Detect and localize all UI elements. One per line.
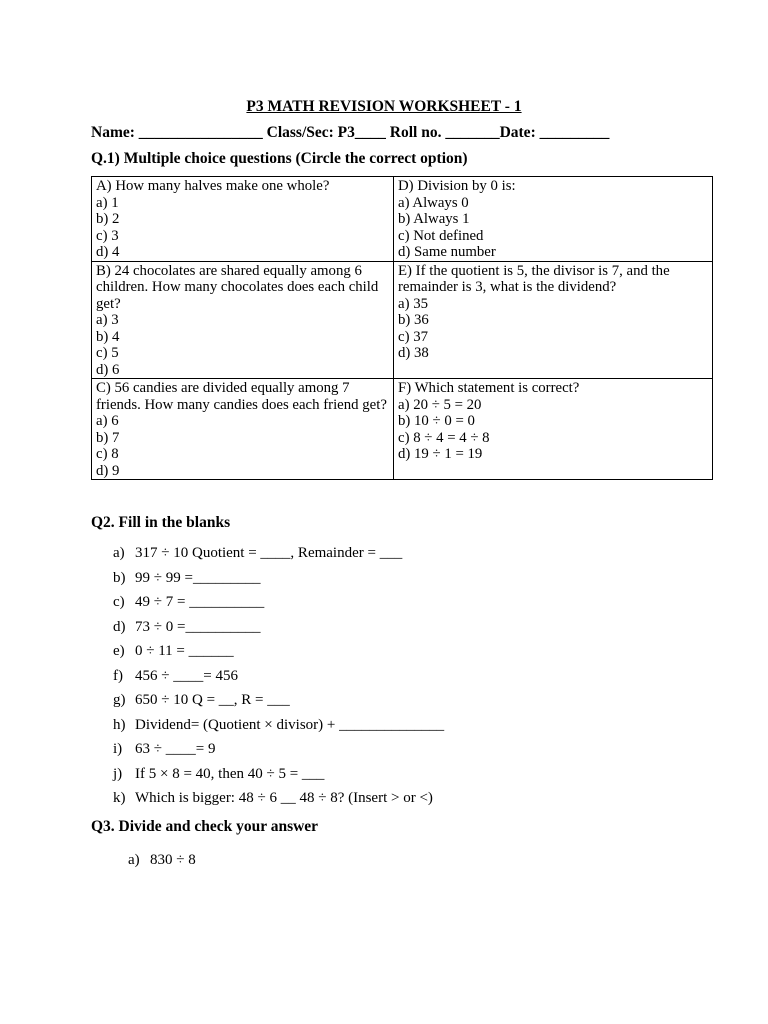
mcq-option[interactable]: b) 10 ÷ 0 = 0	[398, 413, 475, 429]
fill-blank-text[interactable]: 49 ÷ 7 = __________	[135, 594, 265, 610]
mcq-option[interactable]: b) Always 1	[398, 211, 470, 227]
fill-blank-text[interactable]: 456 ÷ ____= 456	[135, 667, 238, 684]
fill-blank-text[interactable]: If 5 × 8 = 40, then 40 ÷ 5 = ___	[135, 765, 325, 782]
student-info-line: Name: ________________ Class/Sec: P3____ Roll no. _______Date: _________	[91, 124, 610, 141]
mcq-question-text: E) If the quotient is 5, the divisor is 7, and the remainder is 3, what is the dividend?	[398, 262, 670, 295]
mcq-question-text: D) Division by 0 is:	[398, 178, 516, 194]
fill-blank-item	[113, 713, 444, 738]
fill-blank-label: j)	[113, 765, 123, 782]
fill-blank-label: a)	[113, 545, 125, 561]
mcq-option[interactable]: b) 7	[96, 429, 120, 446]
mcq-table	[91, 176, 713, 480]
mcq-question-cell	[394, 379, 713, 480]
fill-blank-label: h)	[113, 716, 126, 733]
mcq-row	[92, 379, 713, 480]
fill-blank-item	[113, 541, 444, 566]
mcq-option[interactable]: a) 20 ÷ 5 = 20	[398, 396, 482, 413]
fill-blank-text[interactable]: Dividend= (Quotient × divisor) + ______________	[135, 716, 445, 733]
mcq-question-text: C) 56 candies are divided equally among 7 friends. How many candies does each friend get?	[96, 380, 387, 413]
mcq-option[interactable]: d) 38	[398, 345, 429, 361]
mcq-option[interactable]: b) 4	[96, 328, 120, 345]
mcq-row	[92, 261, 713, 379]
fill-blank-item	[113, 639, 444, 664]
fill-blank-text[interactable]: 317 ÷ 10 Quotient = ____, Remainder = ___	[135, 545, 403, 561]
fill-blank-text[interactable]: 650 ÷ 10 Q = __, R = ___	[135, 692, 290, 708]
fill-blank-text[interactable]: 0 ÷ 11 = ______	[135, 643, 234, 659]
mcq-option[interactable]: d) 6	[96, 361, 120, 378]
mcq-question-text: A) How many halves make one whole?	[96, 178, 330, 194]
fill-blanks-list	[113, 541, 444, 811]
mcq-option[interactable]: c) 8 ÷ 4 = 4 ÷ 8	[398, 429, 490, 446]
q2-heading: Q2. Fill in the blanks	[91, 514, 231, 531]
fill-blank-label: c)	[113, 594, 125, 610]
fill-blank-text[interactable]: 99 ÷ 99 =_________	[135, 569, 261, 586]
mcq-option[interactable]: a) 3	[96, 312, 119, 328]
mcq-option[interactable]: c) 5	[96, 345, 119, 361]
mcq-question-cell	[92, 261, 394, 379]
fill-blank-item	[113, 786, 444, 811]
mcq-question-cell	[92, 379, 394, 480]
fill-blank-item	[113, 737, 444, 762]
mcq-option[interactable]: d) 9	[96, 462, 120, 479]
mcq-option[interactable]: d) Same number	[398, 244, 496, 260]
mcq-question-cell	[394, 177, 713, 262]
fill-blank-item	[113, 615, 444, 640]
fill-blank-label: i)	[113, 741, 123, 757]
mcq-option[interactable]: c) 3	[96, 227, 119, 244]
fill-blank-label: d)	[113, 618, 126, 635]
fill-blank-label: k)	[113, 790, 126, 806]
mcq-option[interactable]: b) 2	[96, 211, 120, 227]
fill-blank-item	[113, 566, 444, 591]
mcq-option[interactable]: d) 19 ÷ 1 = 19	[398, 446, 483, 462]
q3-item-label: a)	[128, 852, 140, 868]
mcq-option[interactable]: a) 6	[96, 413, 119, 429]
mcq-option[interactable]: a) 1	[96, 194, 119, 211]
fill-blank-label: e)	[113, 643, 125, 659]
mcq-question-cell	[394, 261, 713, 379]
page-title: P3 MATH REVISION WORKSHEET - 1	[246, 98, 522, 115]
mcq-option[interactable]: b) 36	[398, 312, 429, 328]
q1-heading: Q.1) Multiple choice questions (Circle the correct option)	[91, 150, 468, 167]
q3-item	[113, 835, 196, 886]
q3-heading: Q3. Divide and check your answer	[91, 818, 319, 835]
fill-blank-label: b)	[113, 569, 126, 586]
mcq-option[interactable]: c) Not defined	[398, 227, 484, 244]
fill-blank-item	[113, 664, 444, 689]
mcq-question-text: F) Which statement is correct?	[398, 380, 580, 396]
mcq-question-cell	[92, 177, 394, 262]
mcq-option[interactable]: c) 8	[96, 446, 119, 462]
fill-blank-label: g)	[113, 692, 126, 708]
fill-blank-text[interactable]: 73 ÷ 0 =__________	[135, 618, 261, 635]
fill-blank-text[interactable]: 63 ÷ ____= 9	[135, 741, 216, 757]
fill-blank-item	[113, 590, 444, 615]
q3-item-text: 830 ÷ 8	[150, 852, 196, 868]
fill-blank-item	[113, 762, 444, 787]
mcq-option[interactable]: a) 35	[398, 295, 428, 312]
mcq-option[interactable]: a) Always 0	[398, 194, 469, 211]
fill-blank-text[interactable]: Which is bigger: 48 ÷ 6 __ 48 ÷ 8? (Insert > or <)	[135, 790, 433, 806]
mcq-option[interactable]: d) 4	[96, 244, 120, 260]
fill-blank-item	[113, 688, 444, 713]
fill-blank-label: f)	[113, 667, 123, 684]
mcq-option[interactable]: c) 37	[398, 328, 428, 345]
mcq-row	[92, 177, 713, 262]
mcq-question-text: B) 24 chocolates are shared equally among 6 children. How many chocolates does each child get?	[96, 262, 379, 312]
